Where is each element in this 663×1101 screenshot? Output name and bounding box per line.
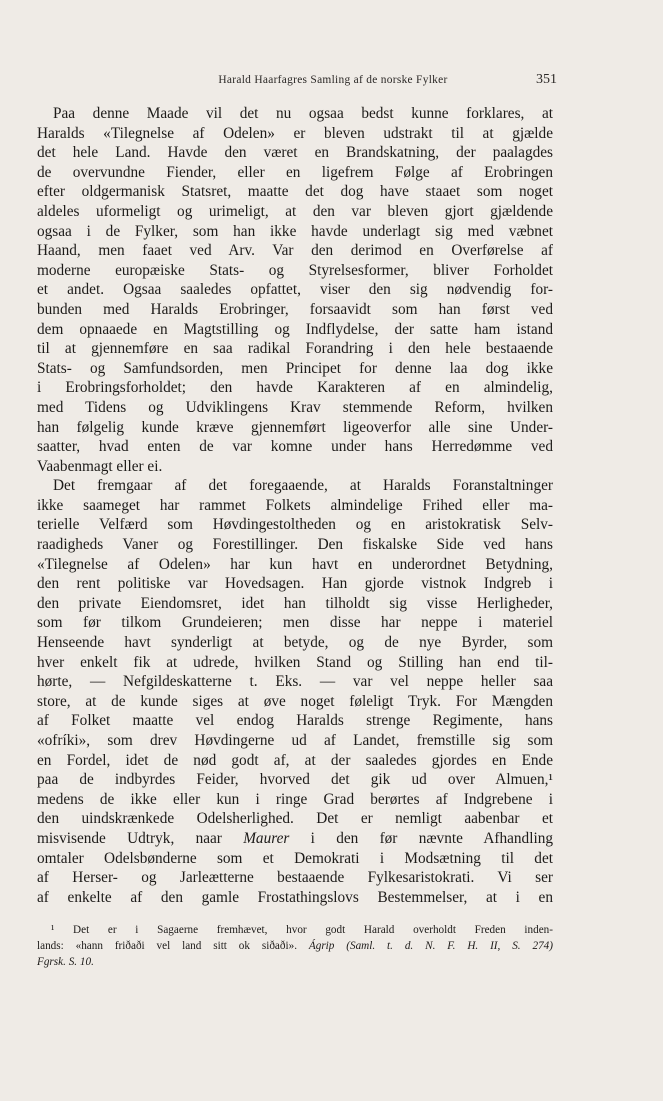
text-line: efter oldgermanisk Statsret, maatte det dog have staaet som noget [37,183,553,201]
text-line: af enkelte af den gamle Frostathingslovs Bestemmelser, at i en [37,888,553,906]
text-line: de overvundne Fiender, eller en ligefrem Følge af Erobringen [37,163,553,181]
text-line: han følgelig kunde kræve gjennemført ligeoverfor alle sine Under- [37,418,553,436]
footnote-reference: Ágrip (Saml. t. d. N. F. H. II, S. 274) [308,939,554,952]
text-line: Det fremgaar af det foregaaende, at Haralds Foranstaltninger [53,477,553,495]
text-line: i Erobringsforholdet; den havde Karakteren af en almindelig, [37,379,553,397]
running-head: Harald Haarfagres Samling af de norske Fylker [218,74,448,86]
text-line: et andet. Ogsaa saaledes opfattet, viser den sig nødvendig for- [37,281,553,299]
footnote-line [37,955,553,971]
text-line: den rent politiske var Hovedsagen. Han gjorde vistnok Indgreb i [37,575,553,593]
text-line: raadigheds Vaner og Forestillinger. Den fiskalske Side ved hans [37,536,553,554]
text-line [37,829,553,849]
footnote-quote: lands: «hann friðaði vel land sitt ok siðaði». [37,939,297,952]
text-fragment: i den før nævnte Afhandling [310,829,553,847]
text-fragment: misvisende Udtryk, naar [37,829,222,847]
footnote-reference: Fgrsk. S. 10. [37,955,94,968]
text-line: hver enkelt fik at udrede, hvilken Stand og Stilling han end til- [37,653,553,671]
footnote [37,923,553,970]
text-line: med Tidens og Udviklingens Krav stemmende Reform, hvilken [37,398,553,416]
text-line: medens de ikke eller kun i ringe Grad berørtes af Indgrebene i [37,790,553,808]
text-line: hørte, — Nefgildeskatterne t. Eks. — var vel neppe heller saa [37,673,553,691]
text-line: Haralds «Tilegnelse af Odelen» er bleven udstrakt til at gjælde [37,124,553,142]
text-line: saatter, hvad enten de var komne under hans Herredømme ved [37,438,553,456]
text-line: aldeles uformeligt og urimeligt, at den var bleven gjort gjældende [37,202,553,220]
author-name-italic: Maurer [243,829,290,847]
text-line: paa de indbyrdes Feider, hvorved det gik ud over Almuen,¹ [37,771,553,789]
text-line: som før tilkom Grundeieren; men disse har neppe i materiel [37,614,553,632]
text-line: den uindskrænkede Odelsherlighed. Det er nemligt aabenbar et [37,810,553,828]
body-text [37,104,553,907]
text-line: af Folket maatte vel endog Haralds strenge Regimente, hans [37,712,553,730]
text-line: af Herser- og Jarleætterne bestaaende Fylkesaristokrati. Vi ser [37,869,553,887]
text-line: Vaabenmagt eller ei. [37,457,163,475]
text-line: Haand, men faaet ved Arv. Var den derimod en Overførelse af [37,242,553,260]
text-line: til at gjennemføre en saa radikal Forandring i den hele bestaaende [37,340,553,358]
footnote-line [37,939,553,955]
footnote-line: ¹ Det er i Sagaerne fremhævet, hvor godt Harald overholdt Freden inden- [51,924,553,936]
text-line: dem opnaaede en Magtstilling og Indflydelse, der satte ham istand [37,320,553,338]
text-line: Henseende havt synderligt at betyde, og de nye Byrder, som [37,634,553,652]
text-line: omtaler Odelsbønderne som et Demokrati i Modsætning til det [37,849,553,867]
text-line: «ofríki», som drev Høvdingerne ud af Landet, fremstille sig som [37,732,553,749]
page-number: 351 [536,72,557,87]
text-line: «Tilegnelse af Odelen» har kun havt en underordnet Betydning, [37,555,553,573]
text-line: Paa denne Maade vil det nu ogsaa bedst kunne forklares, at [53,105,553,122]
text-line: en Fordel, idet de nød godt af, at der saaledes gjordes en Ende [37,751,553,769]
text-line: den private Eiendomsret, idet han tilholdt sig visse Herligheder, [37,594,553,612]
text-line: bunden med Haralds Erobringer, forsaavidt som han først ved [37,300,553,318]
text-line: store, at de kunde siges at øve noget føleligt Tryk. For Mængden [37,692,553,710]
text-line: terielle Velfærd som Høvdingestoltheden og en aristokratisk Selv- [37,516,553,534]
text-line: ikke saameget har rammet Folkets almindelige Frihed eller ma- [37,496,553,514]
text-line: Stats- og Samfundsorden, men Principet for denne laa dog ikke [37,359,553,377]
text-line: moderne europæiske Stats- og Styrelsesformer, bliver Forholdet [37,261,553,279]
text-line: det hele Land. Havde den været en Brandskatning, der paalagdes [37,144,553,162]
text-line: ogsaa i de Fylker, som han ikke havde underlagt sig med væbnet [37,222,553,240]
